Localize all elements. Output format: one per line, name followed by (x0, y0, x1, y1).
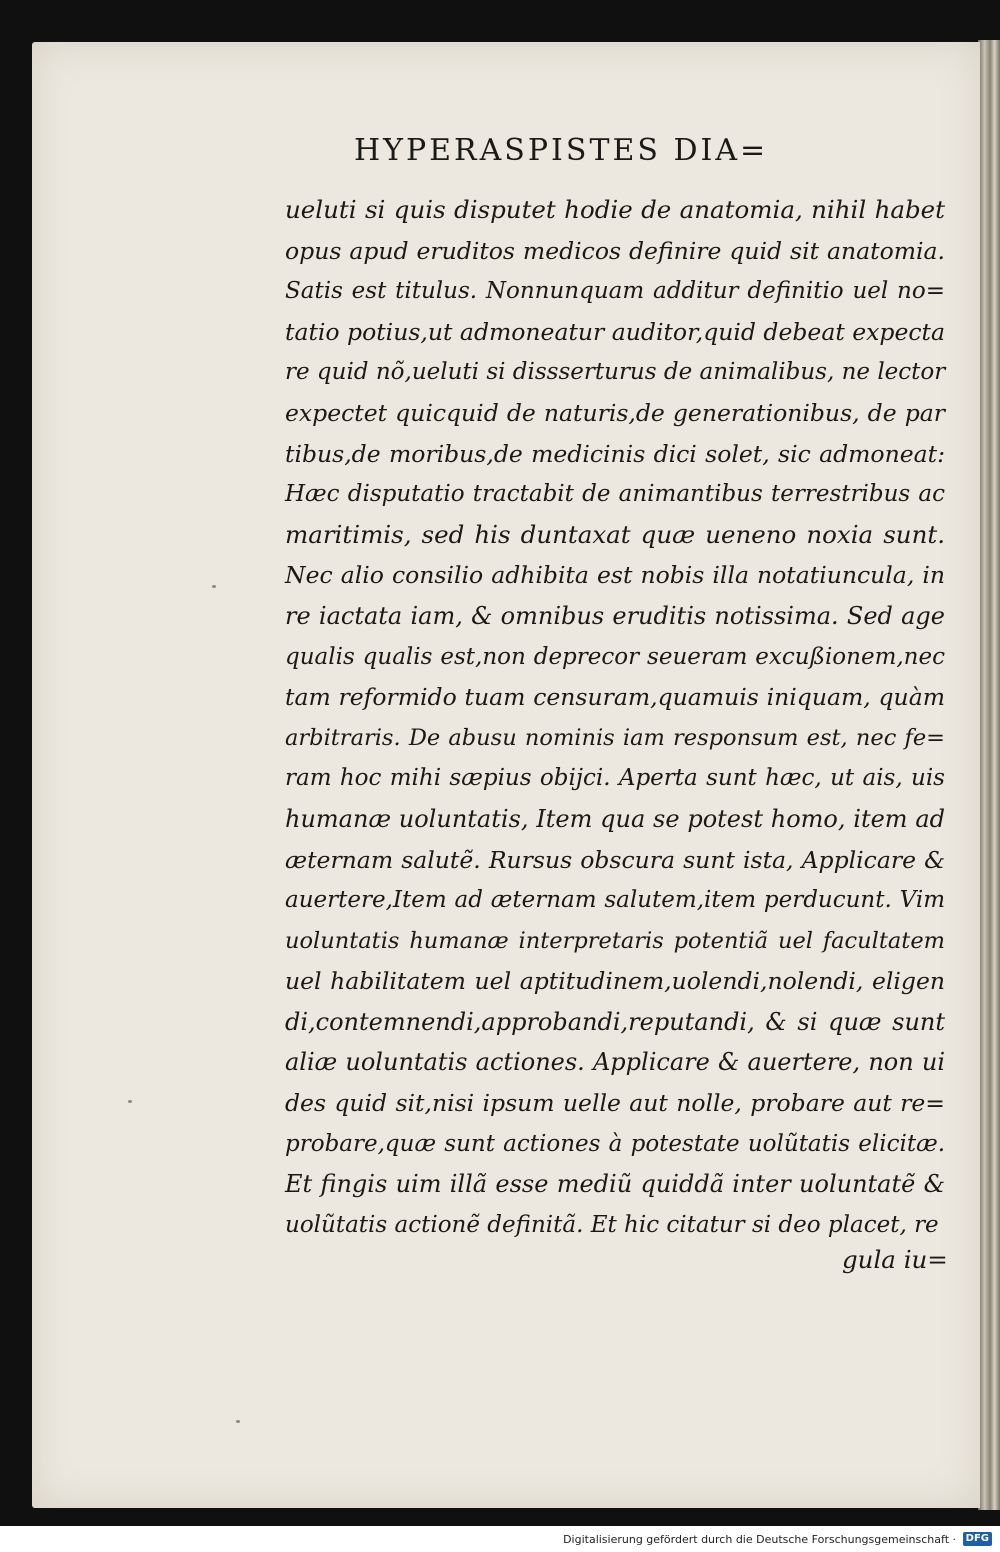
text-line: qualis qualis est,non deprecor seueram excußionem,nec (285, 643, 945, 670)
text-line: expectet quicquid de naturis,de generationibus, de par (285, 398, 945, 427)
text-line: re quid nõ,ueluti si dissserturus de animalibus, ne lector (285, 359, 946, 386)
body-text (285, 190, 945, 1245)
funding-credit: Digitalisierung gefördert durch die Deutsche Forschungsgemeinschaft · (563, 1533, 956, 1546)
text-line: arbitraris. De abusu nominis iam responsum est, nec fe= (285, 724, 945, 751)
text-line: Satis est titulus. Nonnunquam additur definitio uel no= (285, 278, 945, 305)
text-line: des quid sit,nisi ipsum uelle aut nolle, probare aut re= (285, 1089, 945, 1118)
text-line: Nec alio consilio adhibita est nobis illa notatiuncula, in (285, 561, 945, 590)
paper-speck (128, 1100, 132, 1103)
paper-speck (212, 585, 216, 588)
text-line: uel habilitatem uel aptitudinem,uolendi,nolendi, eligen (285, 967, 945, 996)
text-line: probare,quæ sunt actiones à potestate uolũtatis elicitæ. (285, 1130, 945, 1157)
text-line: æternam salutẽ. Rursus obscura sunt ista, Applicare & (285, 845, 945, 874)
text-line: opus apud eruditos medicos definire quid sit anatomia. (285, 236, 945, 265)
text-line: tibus,de moribus,de medicinis dici solet, sic admoneat: (285, 439, 945, 468)
text-line: aliæ uoluntatis actiones. Applicare & auertere, non ui (285, 1048, 945, 1077)
text-line: tatio potius,ut admoneatur auditor,quid debeat expecta (285, 317, 945, 346)
text-line: uoluntatis humanæ interpretaris potentiã uel facultatem (285, 927, 945, 954)
page-edge (978, 40, 1000, 1510)
text-line: di,contemnendi,approbandi,reputandi, & si quæ sunt (285, 1007, 945, 1036)
text-line: ram hoc mihi sæpius obijci. Aperta sunt hæc, ut ais, uis (285, 765, 945, 792)
text-line: Et fingis uim illã esse mediũ quiddã inter uoluntatẽ & (285, 1170, 945, 1199)
text-line: humanæ uoluntatis, Item qua se potest homo, item ad (285, 804, 945, 833)
text-line: maritimis, sed his duntaxat quæ ueneno noxia sunt. (285, 519, 945, 549)
catchword: gula iu= (842, 1245, 948, 1274)
running-head: HYPERASPISTES DIA= (354, 133, 769, 168)
text-line: uolũtatis actionẽ definitã. Et hic citatur si deo placet, re (285, 1211, 939, 1238)
text-line: auertere,Item ad æternam salutem,item perducunt. Vim (285, 887, 945, 914)
text-line: Hæc disputatio tractabit de animantibus terrestribus ac (285, 481, 945, 508)
paper-speck (236, 1420, 240, 1423)
dfg-logo: DFG (963, 1532, 992, 1546)
footer-bar (0, 1526, 1000, 1552)
text-line: re iactata iam, & omnibus eruditis notissima. Sed age (285, 601, 945, 630)
text-line: tam reformido tuam censuram,quamuis iniquam, quàm (285, 683, 945, 712)
text-line: ueluti si quis disputet hodie de anatomia, nihil habet (285, 195, 945, 224)
